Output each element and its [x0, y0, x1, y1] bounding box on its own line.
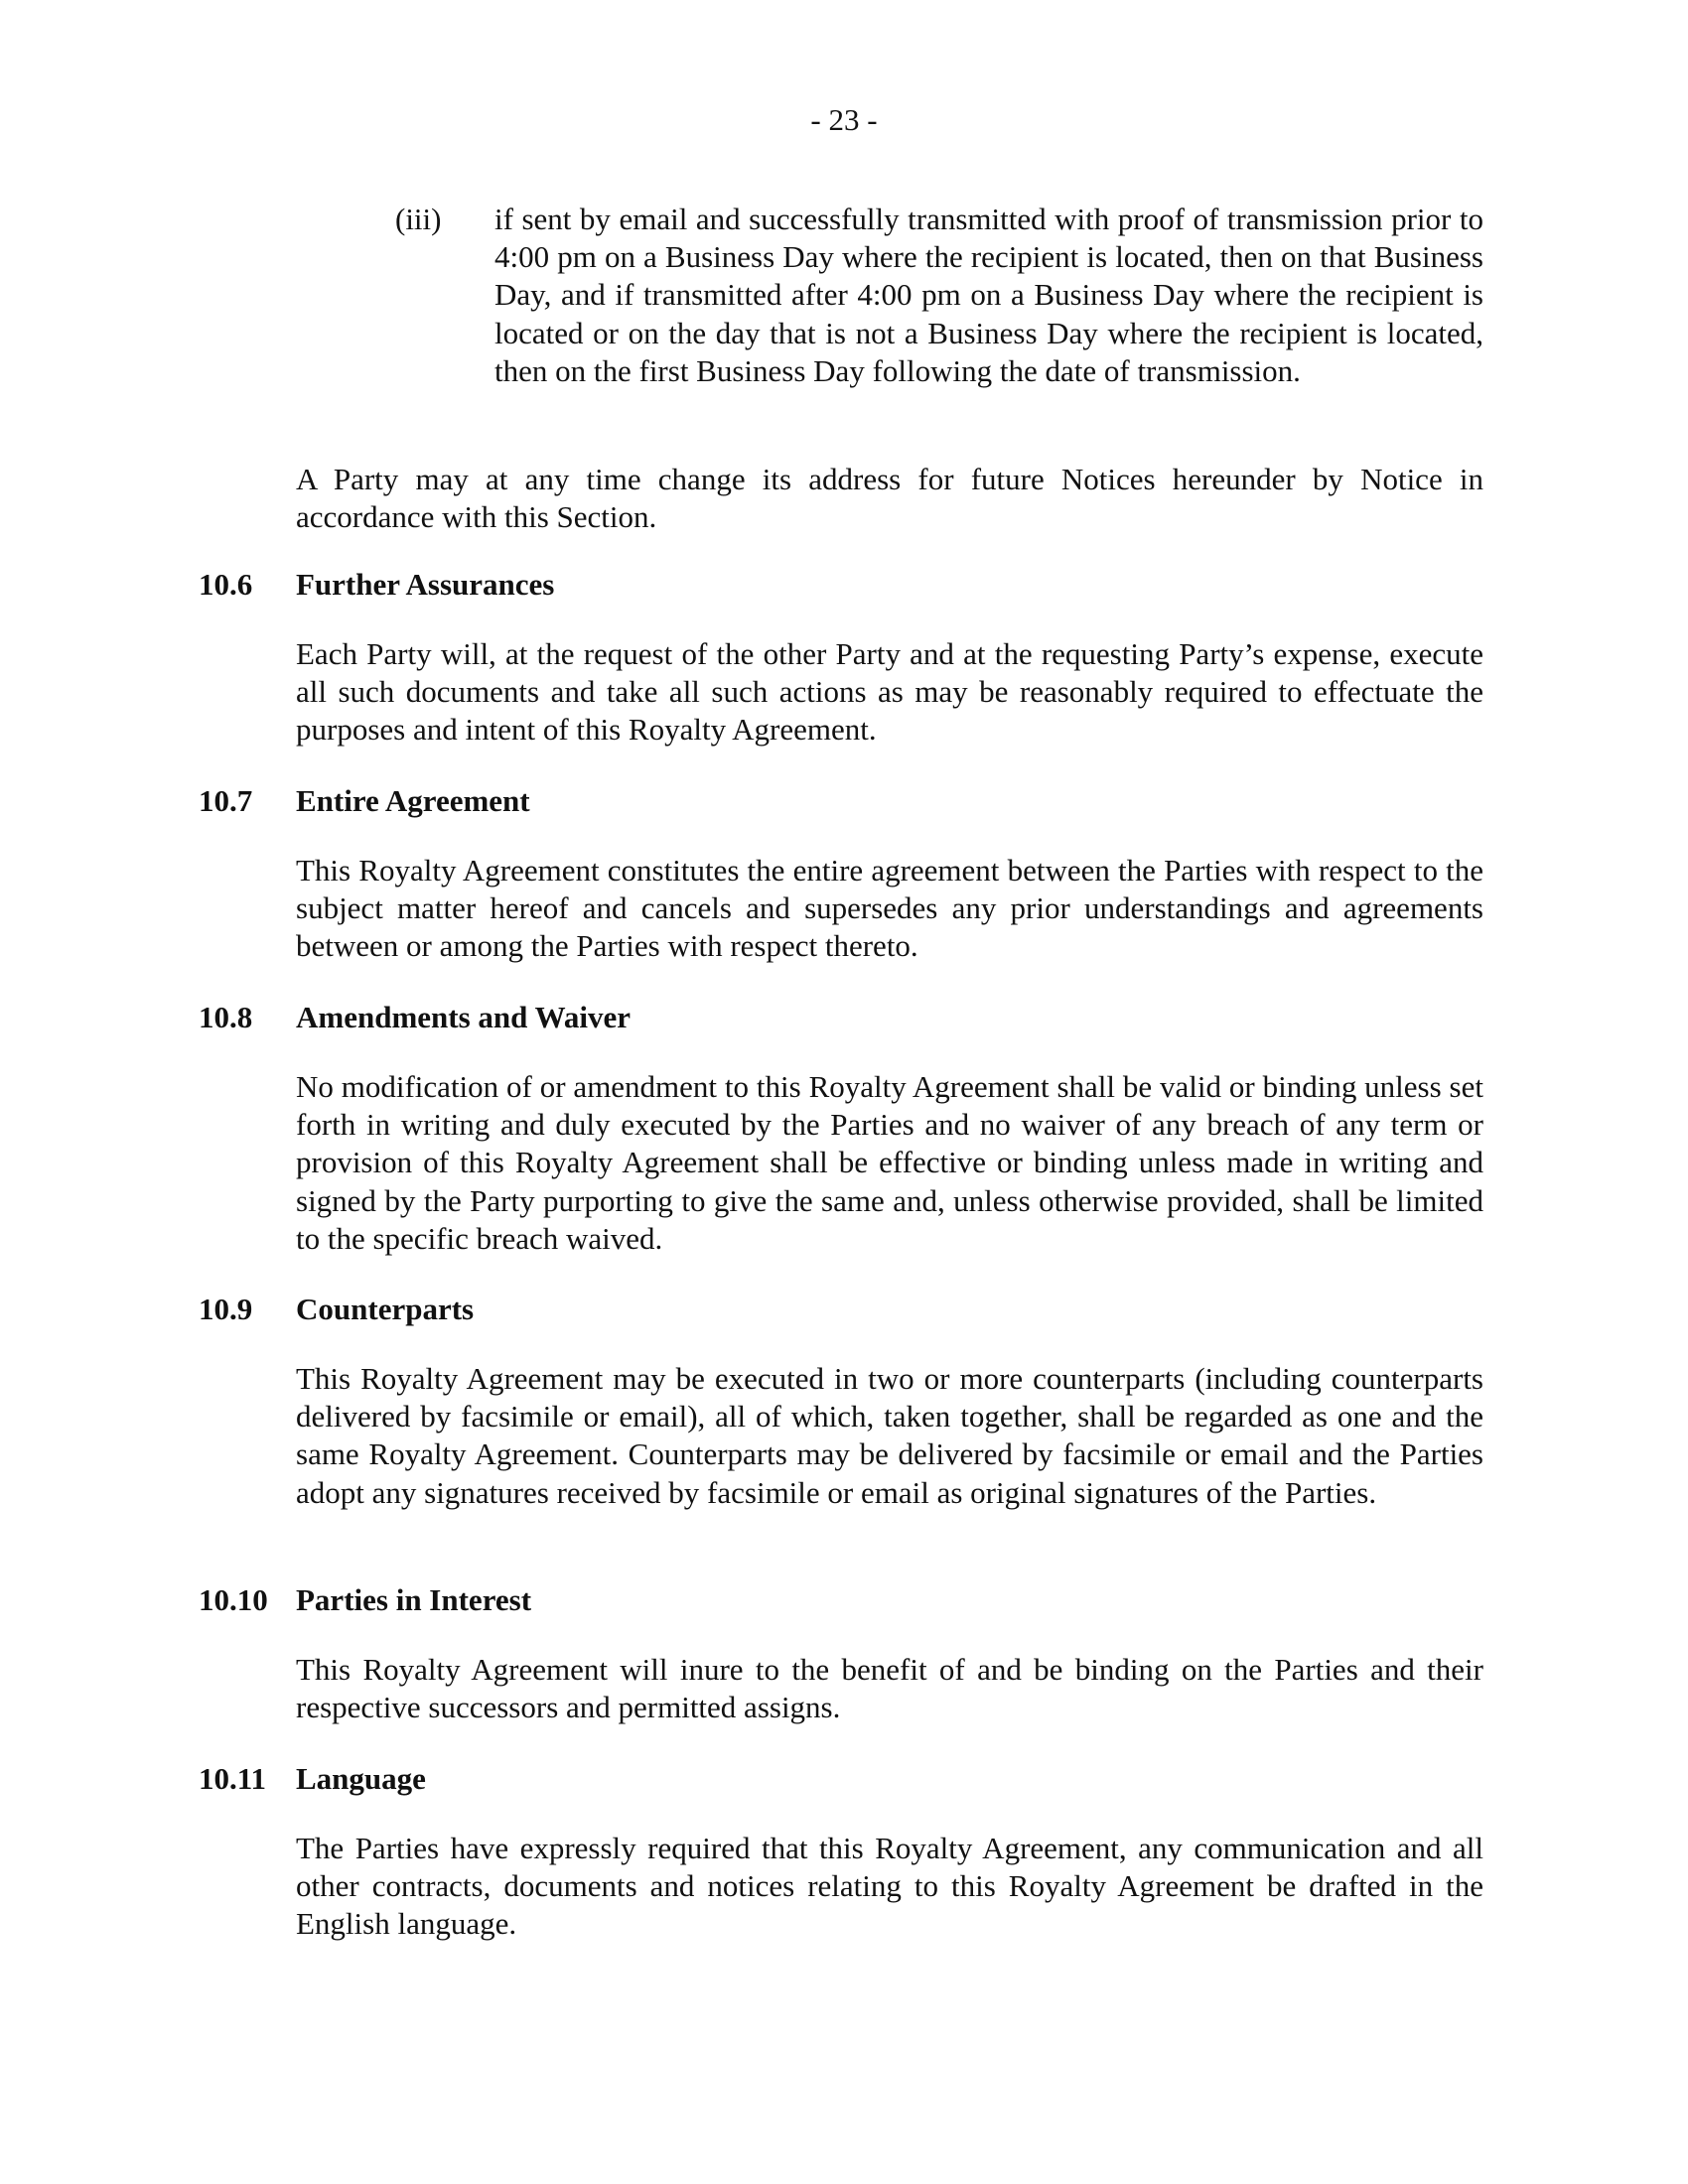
section-title: Counterparts — [296, 1292, 475, 1326]
section-number: 10.10 — [199, 1582, 268, 1617]
section-title: Further Assurances — [296, 567, 555, 602]
section-body-10-7: This Royalty Agreement constitutes the entire agreement between the Parties with respect to the subject matter hereof and cancels and supersedes any prior understandings and agreements between or among the Parties with respect thereto. — [296, 853, 1483, 964]
subitem-marker: (iii) — [395, 202, 442, 236]
section-number: 10.6 — [199, 567, 253, 602]
section-heading-10-6 — [199, 566, 1489, 604]
section-number: 10.11 — [199, 1761, 267, 1796]
section-title: Amendments and Waiver — [296, 1000, 632, 1034]
subitem-text: if sent by email and successfully transmitted with proof of transmission prior to 4:00 pm on a Business Day where the recipient is located, then on that Business Day, and if transmitted after 4:00 pm on a Business Day where the recipient is located or on the day that is not a Business Day where the recipient is located, then on the first Business Day following the date of transmission. — [494, 202, 1483, 388]
section-body-10-8: No modification of or amendment to this Royalty Agreement shall be valid or binding unless set forth in writing and duly executed by the Parties and no waiver of any breach of any term or provision of this Royalty Agreement shall be effective or binding unless made in writing and signed by the Party purporting to give the same and, unless otherwise provided, shall be limited to the specific breach waived. — [296, 1069, 1483, 1256]
section-title: Entire Agreement — [296, 783, 530, 818]
section-title: Parties in Interest — [296, 1582, 532, 1617]
section-body-10-10: This Royalty Agreement will inure to the benefit of and be binding on the Parties and their respective successors and permitted assigns. — [296, 1652, 1483, 1725]
section-heading-10-11 — [199, 1760, 1489, 1798]
section-number: 10.9 — [199, 1292, 253, 1326]
section-heading-10-10 — [199, 1581, 1489, 1619]
address-change-paragraph: A Party may at any time change its address for future Notices hereunder by Notice in accordance with this Section. — [296, 462, 1483, 535]
section-number: 10.8 — [199, 1000, 253, 1034]
section-title: Language — [296, 1761, 426, 1796]
section-heading-10-7 — [199, 782, 1489, 820]
section-heading-10-9 — [199, 1291, 1489, 1328]
section-heading-10-8 — [199, 999, 1489, 1036]
page-number: - 23 - — [810, 102, 878, 137]
section-body-10-6: Each Party will, at the request of the other Party and at the requesting Party’s expense, execute all such documents and take all such actions as may be reasonably required to effectuate the purposes and intent of this Royalty Agreement. — [296, 636, 1483, 748]
section-body-10-11: The Parties have expressly required that this Royalty Agreement, any communication and all other contracts, documents and notices relating to this Royalty Agreement be drafted in the English language. — [296, 1831, 1483, 1942]
section-body-10-9: This Royalty Agreement may be executed in two or more counterparts (including counterparts delivered by facsimile or email), all of which, taken together, shall be regarded as one and the same Royalty Agreement. Counterparts may be delivered by facsimile or email and the Parties adopt any signatures received by facsimile or email as original signatures of the Parties. — [296, 1361, 1483, 1510]
section-number: 10.7 — [199, 783, 253, 818]
